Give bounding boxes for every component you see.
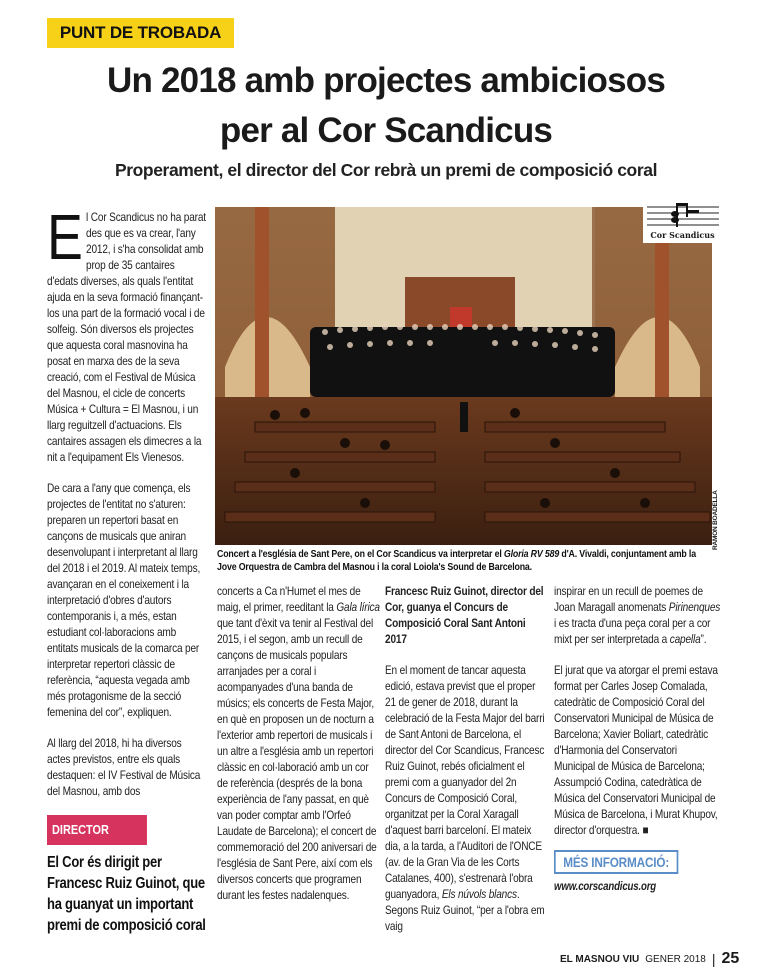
column-3 — [385, 583, 546, 949]
italic-text: capella — [669, 632, 701, 646]
director-highlight: El Cor és dirigit per Francesc Ruiz Guinot, que ha guanyat un important premi de composició coral — [47, 854, 206, 934]
page-footer — [560, 950, 739, 968]
paragraph: l Cor Scandicus no ha parat des que es va crear, l'any 2012, i s'ha consolidat amb prop de 35 cantaires d'edats diverses, als quals l'entitat ajuda en la seva formació finançant-los una part de la formació vocal i de solfeig. Són diversos els projectes que aquesta coral masnovina ha posat en marxa des de la seva creació, com el Festival de Música del Masnou, el cicle de concerts Música + Cultura = El Masnou, i un llarg reguitzell d'actuacions. Els cantaires assagen els dimecres a la nit a l'equipament Els Vienesos. — [47, 210, 206, 464]
paragraph: De cara a l'any que comença, els projectes de l'entitat no s'aturen: preparen un repertori basat en cançons de musicals que aniran desenvolupant i interpretant al llarg del 2018 i el 2019. Al mateix temps, avançaran en el coneixement i la interpretació d'obres d'autors contemporanis i, a més, estan estudiant col·laboracions amb entitats musicals de la comarca per interpretar repertori clàssic de referència, “aquesta vegada amb més protagonisme de la secció femenina del cor”, expliquen. — [47, 481, 201, 719]
drop-cap: E — [47, 201, 83, 273]
cor-scandicus-logo — [643, 197, 722, 243]
column-4 — [554, 583, 720, 895]
column-2 — [217, 583, 380, 918]
photo-credit: RAMON BOADELLA — [712, 490, 719, 550]
magazine-name: EL MASNOU VIU — [560, 953, 640, 965]
italic-text: Gala lírica — [336, 600, 380, 614]
text: inspirar en un recull de poemes de Joan Maragall anomenats — [554, 584, 703, 614]
director-label: DIRECTOR — [47, 815, 147, 845]
text: concerts a Ca n'Humet el mes de maig, el primer, reeditant la — [217, 584, 361, 614]
page-title — [20, 56, 752, 156]
text: . Segons Ruiz Guinot, “per a l'obra em vaig — [385, 887, 545, 933]
church-interior-image — [215, 207, 712, 545]
page-number: 25 — [721, 950, 740, 967]
logo-text: Cor Scandicus — [650, 230, 715, 240]
text: ”. — [700, 632, 707, 646]
caption-text: d'A. Vivaldi, conjuntament amb la Jove Orquestra de Cambra del Masnou i la coral Loiola's Sound de Barcelona. — [217, 548, 696, 573]
paragraph: El jurat que va atorgar el premi estava format per Carles Josep Comalada, catedràtic de Composició Coral del Conservatori Municipal de Música de Barcelona; Xavier Boliart, catedràtic d'Harmonia del Conservatori Municipal de Música de Barcelona; Assumpció Codina, catedràtica de Música del Conservatori Municipal de Música de Barcelona, i Murat Khupov, director d'orquestra. — [554, 663, 718, 837]
caption-italic: Gloria RV 589 — [503, 548, 560, 560]
italic-text: Pirinenques — [668, 600, 721, 614]
footer-separator: | — [711, 951, 716, 967]
end-mark-icon: ■ — [642, 823, 649, 837]
column-1 — [47, 201, 207, 936]
text: i es tracta d'una peça coral per a cor mixt per ser interpretada a — [554, 616, 711, 646]
issue-date: GENER 2018 — [645, 953, 706, 965]
subtitle: Properament, el director del Cor rebrà un premi de composició coral — [114, 160, 658, 180]
more-info-label: MÉS INFORMACIÓ: — [554, 850, 678, 874]
italic-text: Els núvols blancs — [441, 887, 517, 901]
section-heading: Francesc Ruiz Guinot, director del Cor, guanya el Concurs de Composició Coral Sant Antoni 2017 — [385, 584, 544, 646]
paragraph: Al llarg del 2018, hi ha diversos actes previstos, entre els quals destaquen: el IV Festival de Música del Masnou, amb dos — [47, 736, 201, 798]
website-link[interactable]: www.corscandicus.org — [554, 881, 657, 893]
text: que tant d'èxit va tenir al Festival del 2015, i el segon, amb un recull de cançons de musicals populars arranjades per a coral i acompanyades d'una banda de músics; els concerts de Festa Major, en què en proposen un de nocturn a l'exterior amb repertori de musicals i un altre a l'església amb un repertori clàssic en col·laboració amb un cor de referència (després de la bona experiència de l'any passat, en què van poder comptar amb l'Orfeó Laudate de Barcelona); el concert de commemoració del 200 aniversari de l'església de Sant Pere, així com els diversos concerts que programen durant les festes nadalenques. — [217, 616, 377, 902]
photo-caption — [217, 548, 713, 574]
section-tag: PUNT DE TROBADA — [47, 18, 234, 48]
concert-photo — [215, 207, 712, 545]
caption-text: Concert a l'església de Sant Pere, on el Cor Scandicus va interpretar el — [217, 548, 504, 560]
title-line: Un 2018 amb projectes ambiciosos — [107, 61, 665, 100]
title-line: per al Cor Scandicus — [219, 111, 553, 150]
text: En el moment de tancar aquesta edició, estava previst que el proper 21 de gener de 2018, durant la celebració de la Festa Major del barri de Sant Antoni de Barcelona, el director del Cor Scandicus, Francesc Ruiz Guinot, rebés oficialment el premi com a guanyador del 2n Concurs de Composició Coral, organitzat per la Coral Xaragall d'aquest barri barceloní. El mateix dia, a la tarda, a l'Auditori de l'ONCE (av. de la Gran Via de les Corts Catalanes, 400), s'estrenarà l'obra guanyadora, — [385, 663, 545, 901]
